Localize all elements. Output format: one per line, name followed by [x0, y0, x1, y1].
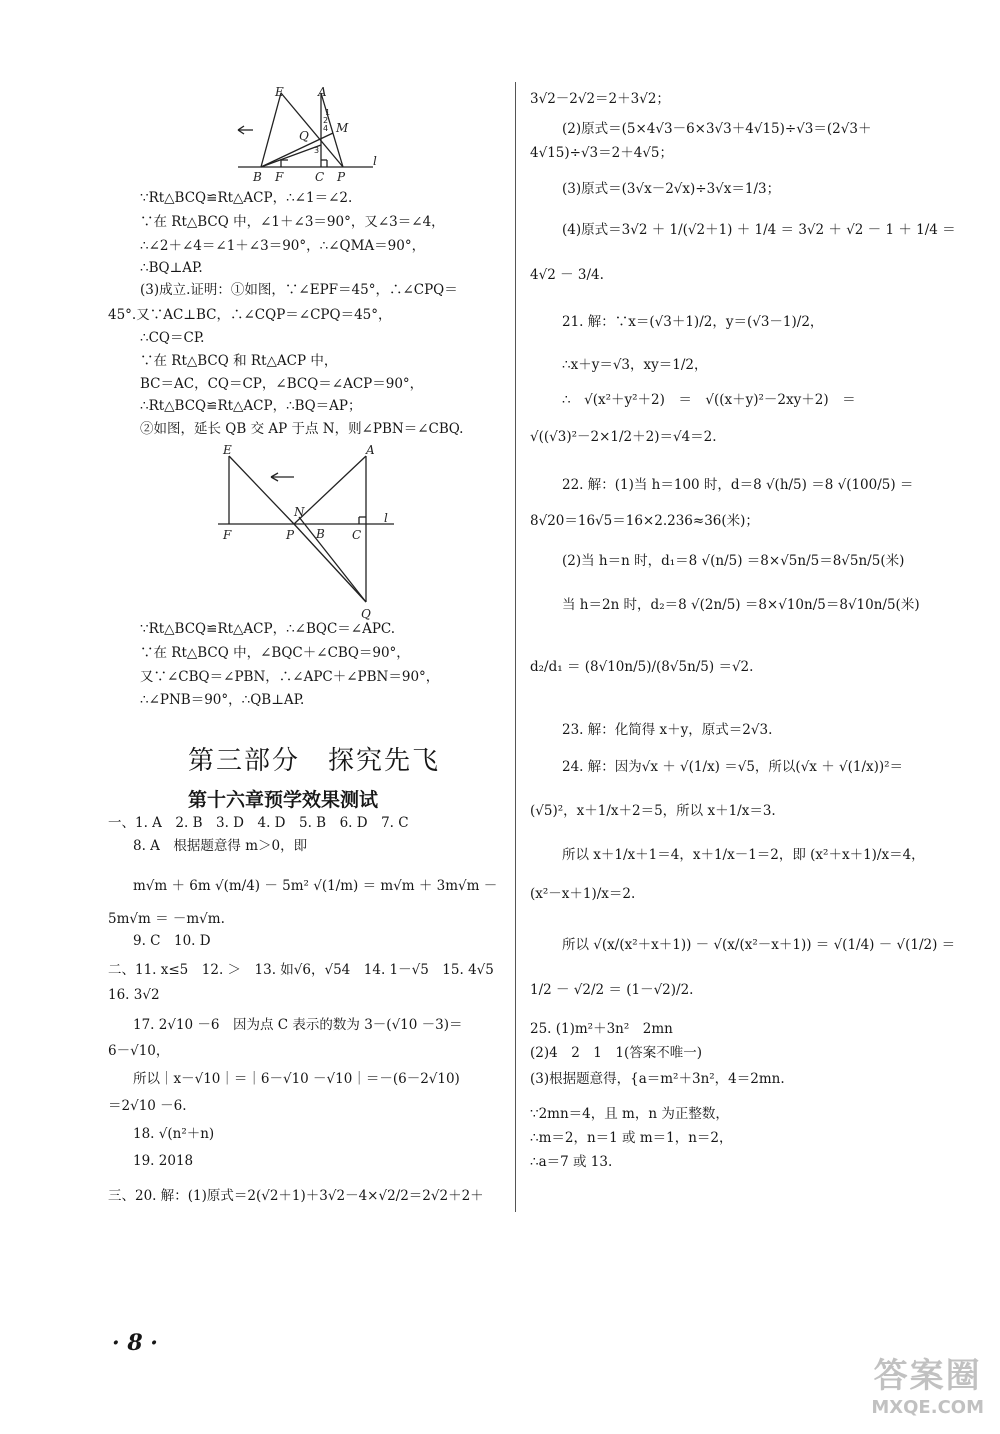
- solution-line: 22. 解：(1)当 h＝100 时，d＝8 √(h/5) ＝8 √(100/5) ＝: [562, 477, 914, 493]
- solution-line: 4√2 － 3/4.: [530, 267, 604, 283]
- answer-line: m√m ＋ 6m √(m/4) － 5m² √(1/m) ＝ m√m ＋ 3m√m －: [133, 878, 498, 894]
- fig1-label: Q: [299, 129, 309, 143]
- solution-line: BC＝AC，CQ＝CP，∠BCQ＝∠ACP＝90°，: [140, 376, 424, 392]
- answer-line: 17. 2√10 －6 因为点 C 表示的数为 3－(√10 －3)＝: [133, 1017, 463, 1033]
- answer-line: 所以｜x－√10｜＝｜6－√10 －√10｜＝－(6－2√10): [133, 1071, 460, 1087]
- solution-line: ∴Rt△BCQ≌Rt△ACP，∴BQ＝AP；: [140, 398, 362, 414]
- solution-line: d₂/d₁ ＝ (8√10n/5)/(8√5n/5) ＝√2.: [530, 659, 754, 675]
- fig1-angle-label: 4: [323, 124, 329, 133]
- fig2-label: Q: [361, 607, 371, 621]
- page-number: · 8 ·: [112, 1330, 158, 1356]
- answer-line: 5m√m ＝ －m√m.: [108, 911, 225, 927]
- answer-line: ＝2√10 －6.: [108, 1098, 187, 1114]
- solution-line: (3)成立.证明：①如图，∵∠EPF＝45°，∴∠CPQ＝: [140, 282, 458, 298]
- fig1-angle-label: 1: [325, 108, 331, 117]
- solution-line: ∴ √(x²＋y²＋2) ＝ √((x＋y)²－2xy＋2) ＝: [562, 392, 856, 408]
- solution-line: ∴x＋y＝√3，xy＝1/2，: [562, 357, 708, 373]
- answer-line: 9. C 10. D: [133, 933, 211, 949]
- solution-line: (3)根据题意得，{a＝m²＋3n²，4＝2mn.: [530, 1071, 785, 1087]
- solution-line: 4√15)÷√3＝2＋4√5；: [530, 145, 674, 161]
- fig1-label: l: [373, 154, 377, 168]
- chapter-title: 第十六章预学效果测试: [188, 789, 379, 811]
- answer-line: 二、11. x≤5 12. ＞ 13. 如√6，√54 14. 1－√5 15. 4√5: [108, 962, 494, 978]
- fig1-label: A: [318, 85, 327, 99]
- watermark-logo: [871, 1348, 984, 1418]
- solution-line: 3√2－2√2＝2＋3√2；: [530, 91, 670, 107]
- solution-line: ∵Rt△BCQ≌Rt△ACP，∴∠BQC＝∠APC.: [140, 621, 396, 637]
- solution-line: ∵在 Rt△BCQ 和 Rt△ACP 中，: [140, 353, 338, 369]
- solution-line: 当 h＝2n 时，d₂＝8 √(2n/5) ＝8×√10n/5＝8√10n/5(米): [562, 597, 920, 613]
- fig2-label: N: [294, 505, 305, 519]
- solution-line: (x²－x＋1)/x＝2.: [530, 886, 636, 902]
- solution-line: (2)原式＝(5×4√3－6×3√3＋4√15)÷√3＝(2√3＋: [562, 121, 872, 137]
- solution-line: ∴a＝7 或 13.: [530, 1154, 613, 1170]
- answer-line: 19. 2018: [133, 1153, 194, 1169]
- solution-line: ∴∠PNB＝90°，∴QB⊥AP.: [140, 692, 305, 708]
- fig2-label: A: [366, 443, 375, 457]
- solution-line: 8√20＝16√5＝16×2.236≈36(米)；: [530, 513, 759, 529]
- solution-line: (√5)²，x＋1/x＋2＝5，所以 x＋1/x＝3.: [530, 803, 776, 819]
- geometry-figure-1: [233, 85, 383, 183]
- answer-line: 三、20. 解：(1)原式＝2(√2＋1)＋3√2－4×√2/2＝2√2＋2＋: [108, 1188, 484, 1204]
- solution-line: 25. (1)m²＋3n² 2mn: [530, 1021, 673, 1037]
- fig1-label: E: [275, 85, 284, 99]
- solution-line: (2)4 2 1 1(答案不唯一): [530, 1045, 703, 1061]
- solution-line: ∵Rt△BCQ≌Rt△ACP，∴∠1＝∠2.: [140, 190, 353, 206]
- solution-line: ②如图，延长 QB 交 AP 于点 N，则∠PBN＝∠CBQ.: [140, 421, 464, 437]
- fig1-label: M: [336, 121, 349, 135]
- solution-line: ∴CQ＝CP.: [140, 330, 205, 346]
- solution-line: (4)原式＝3√2 ＋ 1/(√2＋1) ＋ 1/4 ＝ 3√2 ＋ √2 － 1 ＋ 1/4 ＝: [562, 222, 956, 238]
- fig2-label: B: [316, 527, 325, 541]
- fig1-angle-label: 2: [323, 116, 329, 125]
- fig2-label: C: [352, 528, 362, 542]
- solution-line: ∴∠2＋∠4＝∠1＋∠3＝90°，∴∠QMA＝90°，: [140, 238, 426, 254]
- solution-line: 24. 解：因为√x ＋ √(1/x) ＝√5，所以(√x ＋ √(1/x))²＝: [562, 759, 904, 775]
- solution-line: 所以 √(x/(x²＋x＋1)) － √(x/(x²－x＋1)) ＝ √(1/4) － √(1/2) ＝: [562, 937, 956, 953]
- fig2-label: P: [286, 528, 295, 542]
- solution-line: ∵在 Rt△BCQ 中，∠1＋∠3＝90°，又∠3＝∠4，: [140, 214, 445, 230]
- answer-line: 6－√10，: [108, 1043, 170, 1059]
- solution-line: 45°.又∵AC⊥BC，∴∠CQP＝∠CPQ＝45°，: [108, 307, 392, 323]
- column-divider: [515, 82, 516, 1212]
- answer-line: 16. 3√2: [108, 987, 160, 1003]
- solution-line: (3)原式＝(3√x－2√x)÷3√x＝1/3；: [562, 181, 781, 197]
- fig1-label: B: [253, 170, 262, 183]
- solution-line: 23. 解：化简得 x＋y，原式＝2√3.: [562, 722, 773, 738]
- solution-line: 又∵∠CBQ＝∠PBN，∴∠APC＋∠PBN＝90°，: [140, 669, 440, 685]
- watermark-text: 答案圈: [873, 1356, 982, 1396]
- solution-line: 21. 解：∵x＝(√3＋1)/2，y＝(√3－1)/2，: [562, 314, 824, 330]
- solution-line: 所以 x＋1/x＋1＝4，x＋1/x－1＝2，即 (x²＋x＋1)/x＝4，: [562, 847, 925, 863]
- geometry-figure-2: [216, 442, 406, 622]
- solution-line: ∴m＝2，n＝1 或 m＝1，n＝2，: [530, 1130, 733, 1146]
- solution-line: ∵2mn＝4，且 m，n 为正整数，: [530, 1106, 729, 1122]
- watermark-url: MXQE.COM: [871, 1397, 984, 1418]
- solution-line: (2)当 h＝n 时，d₁＝8 √(n/5) ＝8×√5n/5＝8√5n/5(米): [562, 553, 905, 569]
- answer-line: 18. √(n²＋n): [133, 1126, 215, 1142]
- section-title: 第三部分 探究先飞: [188, 746, 441, 776]
- answer-line: 8. A 根据题意得 m＞0，即: [133, 838, 308, 854]
- solution-line: √((√3)²－2×1/2＋2)＝√4＝2.: [530, 429, 717, 445]
- solution-line: ∵在 Rt△BCQ 中，∠BQC＋∠CBQ＝90°，: [140, 645, 410, 661]
- solution-line: ∴BQ⊥AP.: [140, 260, 203, 276]
- solution-line: 1/2 － √2/2 ＝ (1－√2)/2.: [530, 982, 694, 998]
- fig2-label: F: [223, 528, 232, 542]
- fig2-label: E: [223, 443, 232, 457]
- fig1-angle-label: 3: [314, 146, 320, 155]
- fig2-label: l: [384, 511, 388, 525]
- fig1-label: C: [315, 170, 325, 183]
- fig1-label: F: [275, 170, 284, 183]
- fig1-label: P: [337, 170, 346, 183]
- answer-line: 一、1. A 2. B 3. D 4. D 5. B 6. D 7. C: [108, 815, 409, 831]
